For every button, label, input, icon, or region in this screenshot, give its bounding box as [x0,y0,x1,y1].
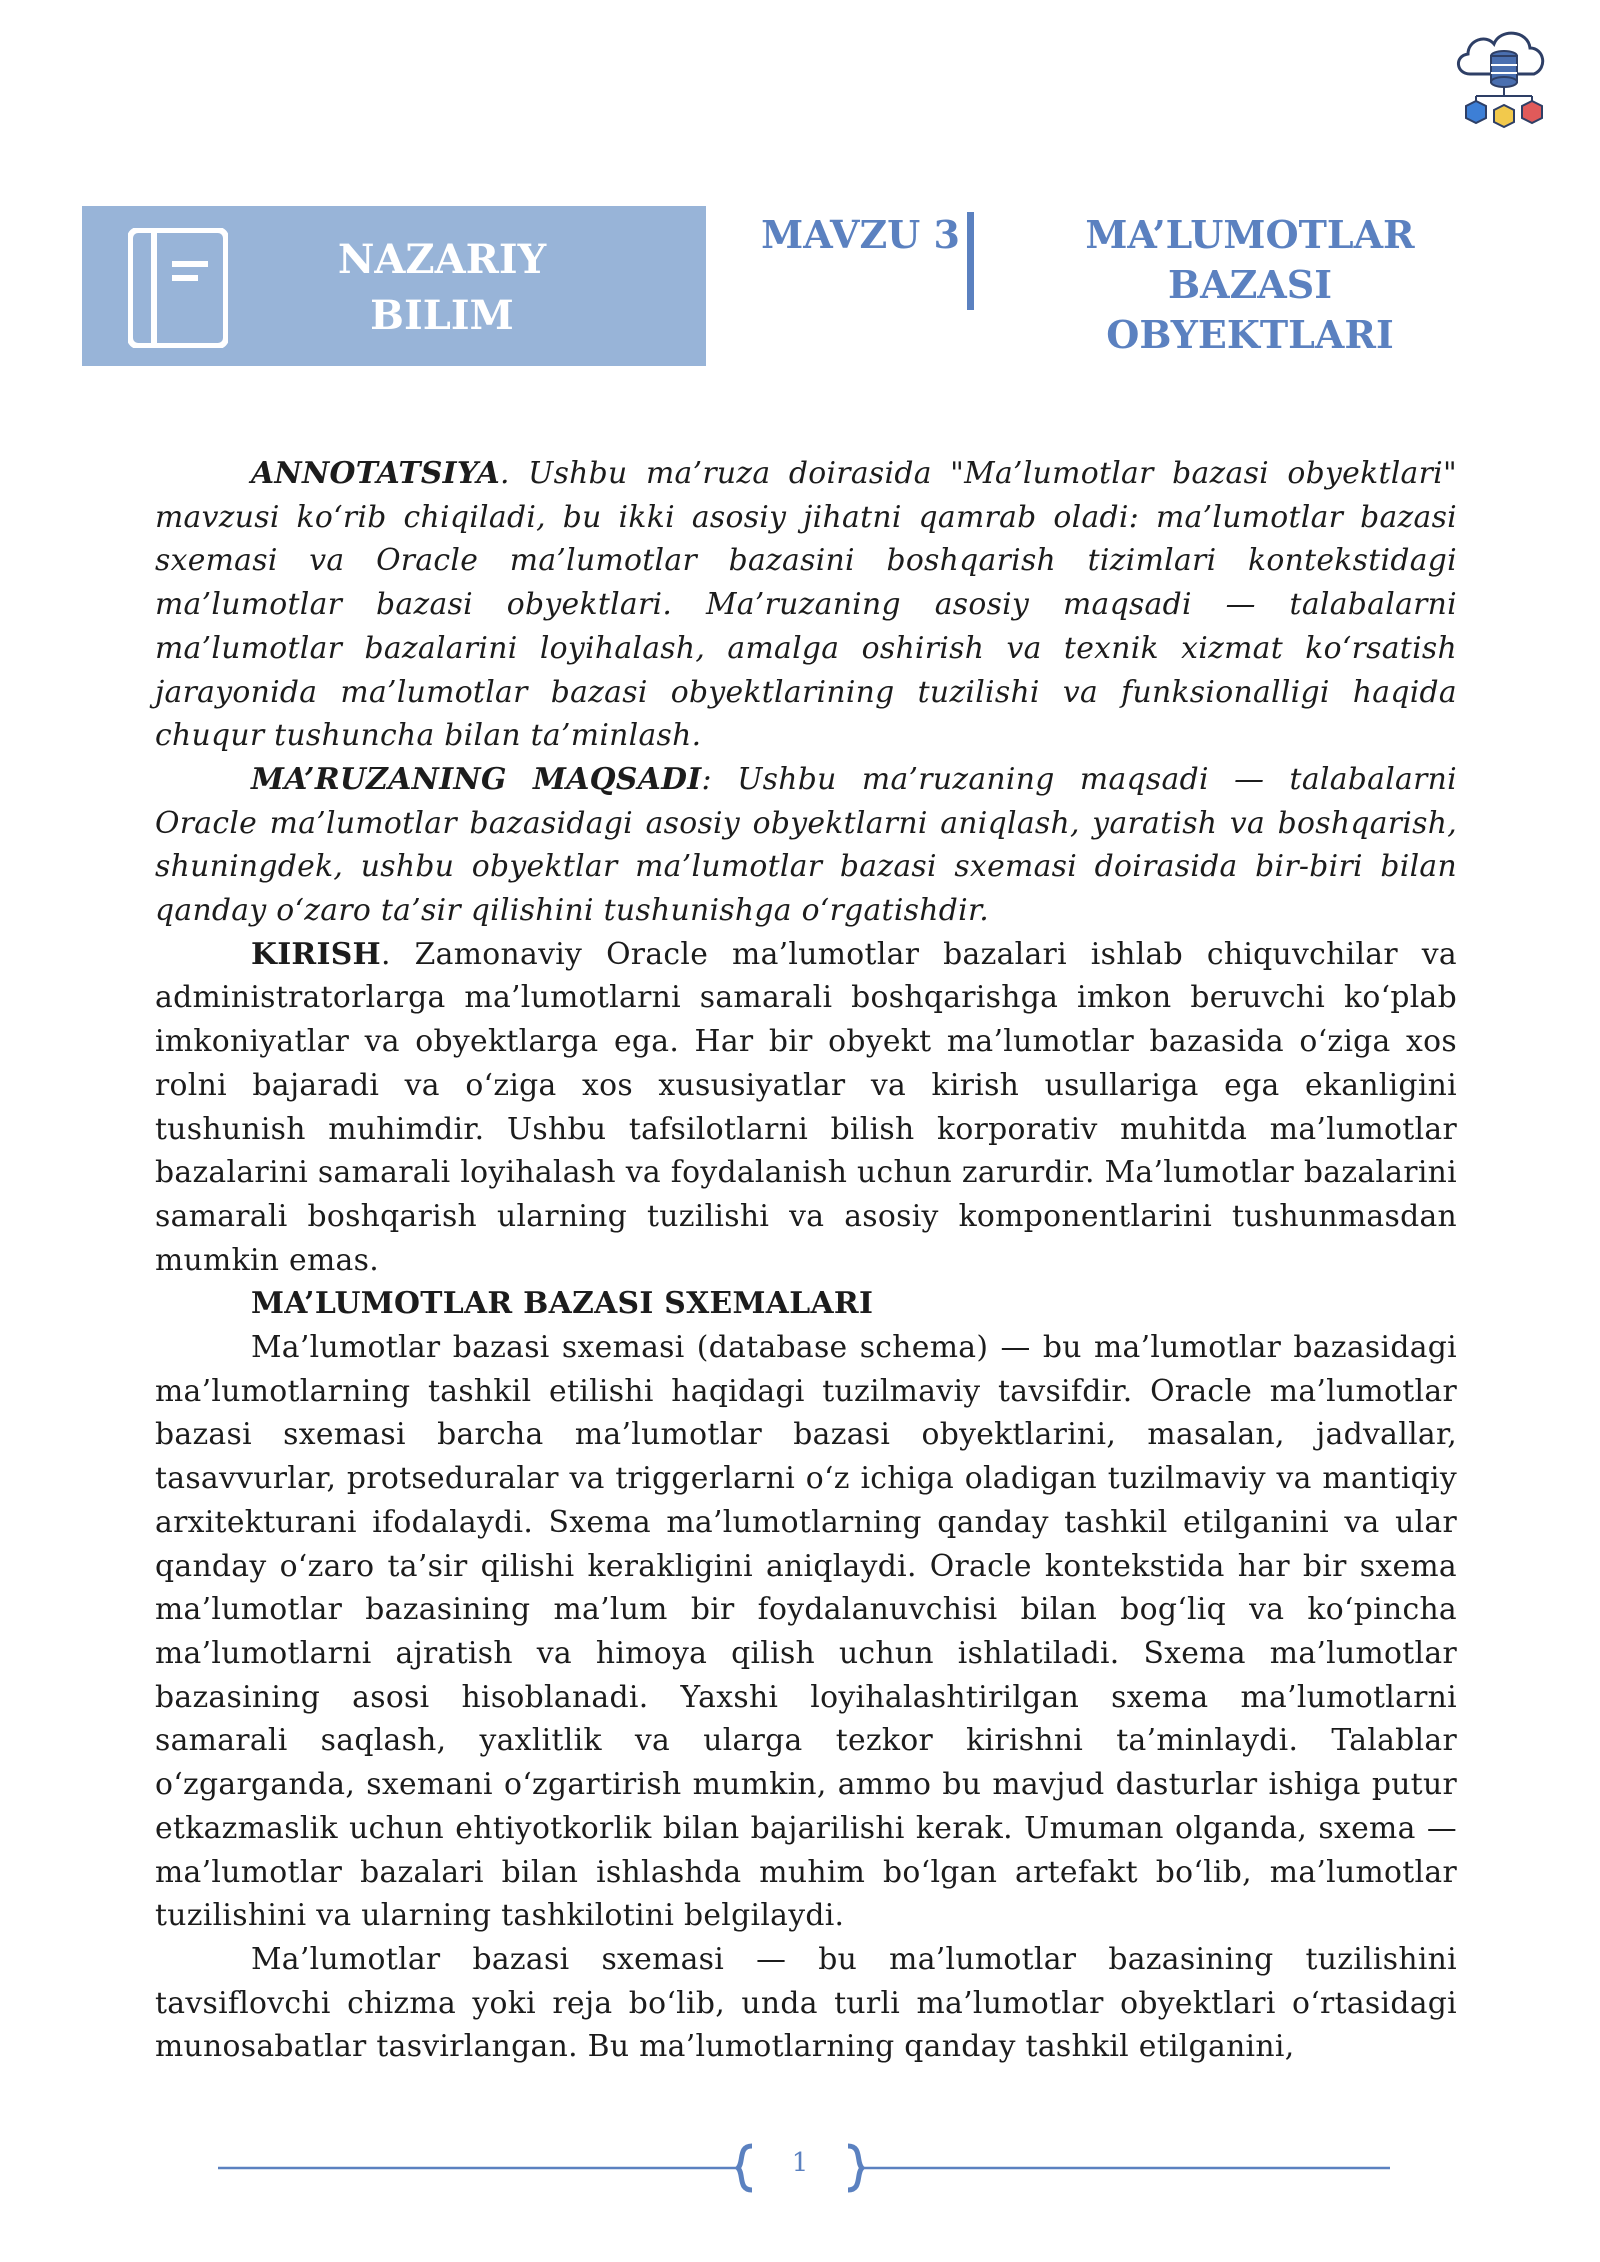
intro-paragraph [155,933,1457,1283]
topic-number: MAVZU 3 [761,212,960,257]
topic-title-line1: MA’LUMOTLAR BAZASI [1085,212,1415,307]
cloud-database-icon [1448,22,1556,130]
document-body [155,452,1457,2069]
intro-text: . Zamonaviy Oracle ma’lumotlar bazalari ishlab chiquvchilar va administratorlarga ma’lumotlarni samarali boshqarishga imkon beruvchi ko‘plab imkoniyatlar va obyektlarga ega. Har bir obyekt ma’lumotlar bazasida o‘ziga xos rolni bajaradi va o‘ziga xos xususiyatlar va kirish usullariga ega ekanligini tushunish muhimdir. Ushbu tafsilotlarni bilish korporativ muhitda ma’lumotlar bazalarini samarali loyihalash va foydalanish uchun zarurdir. Ma’lumotlar bazalarini samarali boshqarish ularning tuzilishi va asosiy komponentlarini tushunmasdan mumkin emas. [155,936,1457,1278]
section-heading: MA’LUMOTLAR BAZASI SXEMALARI [251,1286,874,1322]
goal-label: MA’RUZANING MAQSADI [251,761,702,797]
intro-label: KIRISH [251,936,382,972]
annotation-label: ANNOTATSIYA [251,456,500,491]
header-divider [967,212,974,310]
banner-title-line2: BILIM [370,292,514,339]
topic-title [1000,210,1500,360]
schema-paragraph-2: Ma’lumotlar bazasi sxemasi — bu ma’lumotlar bazasining tuzilishini tavsiflovchi chizma yoki reja bo‘lib, unda turli ma’lumotlar obyektlari o‘rtasidagi munosabatlar tasvirlangan. Bu ma’lumotlarning qanday tashkil etilganini, [155,1941,1457,2065]
topic-title-line2: OBYEKTLARI [1106,312,1394,357]
goal-paragraph [155,758,1457,933]
banner-title-line1: NAZARIY [337,236,547,283]
annotation-text: . Ushbu ma’ruza doirasida "Ma’lumotlar bazasi obyektlari" mavzusi ko‘rib chiqiladi, bu ikki asosiy jihatni qamrab oladi: ma’lumotlar bazasi sxemasi va Oracle ma’lumotlar bazasini boshqarish tizimlari kontekstidagi ma’lumotlar bazasi obyektlari. Ma’ruzaning asosiy maqsadi — talabalarni ma’lumotlar bazalarini loyihalash, amalga oshirish va texnik xizmat ko‘rsatish jarayonida ma’lumotlar bazasi obyektlarining tuzilishi va funksionalligi haqida chuqur tushuncha bilan ta’minlash. [155,456,1457,754]
section-banner [82,206,706,366]
schema-paragraph-1: Ma’lumotlar bazasi sxemasi (database schema) — bu ma’lumotlar bazasidagi ma’lumotlarning tashkil etilishi haqidagi tuzilmaviy tavsifdir. Oracle ma’lumotlar bazasi sxemasi barcha ma’lumotlar bazasi obyektlarini, masalan, jadvallar, tasavvurlar, protseduralar va triggerlarni o‘z ichiga oladigan tuzilmaviy va mantiqiy arxitekturani ifodalaydi. Sxema ma’lumotlarning qanday tashkil etilganini va ular qanday o‘zaro ta’sir qilishi kerakligini aniqlaydi. Oracle kontekstida har bir sxema ma’lumotlar bazasining ma’lum bir foydalanuvchisi bilan bog‘liq va ko‘pincha ma’lumotlarni ajratish va himoya qilish uchun ishlatiladi. Sxema ma’lumotlar bazasining asosi hisoblanadi. Yaxshi loyihalashtirilgan sxema ma’lumotlarni samarali saqlash, yaxlitlik va ularga tezkor kirishni ta’minlaydi. Talablar o‘zgarganda, sxemani o‘zgartirish mumkin, ammo bu mavjud dasturlar ishiga putur etkazmaslik uchun ehtiyotkorlik bilan bajarilishi kerak. Umuman olganda, sxema — ma’lumotlar bazalari bilan ishlashda muhim bo‘lgan artefakt bo‘lib, ma’lumotlar tuzilishini va ularning tashkilotini belgilaydi. [155,1330,1457,1934]
annotation-paragraph [155,452,1457,758]
goal-text: : Ushbu ma’ruzaning maqsadi — talabalarni Oracle ma’lumotlar bazasidagi asosiy obyektlarni aniqlash, yaratish va boshqarish, shuningdek, ushbu obyektlar ma’lumotlar bazasi sxemasi doirasida bir-biri bilan qanday o‘zaro ta’sir qilishini tushunishga o‘rgatishdir. [155,761,1457,929]
banner-title [282,232,602,344]
book-icon [128,228,228,348]
page-number: 1 [791,2148,809,2178]
